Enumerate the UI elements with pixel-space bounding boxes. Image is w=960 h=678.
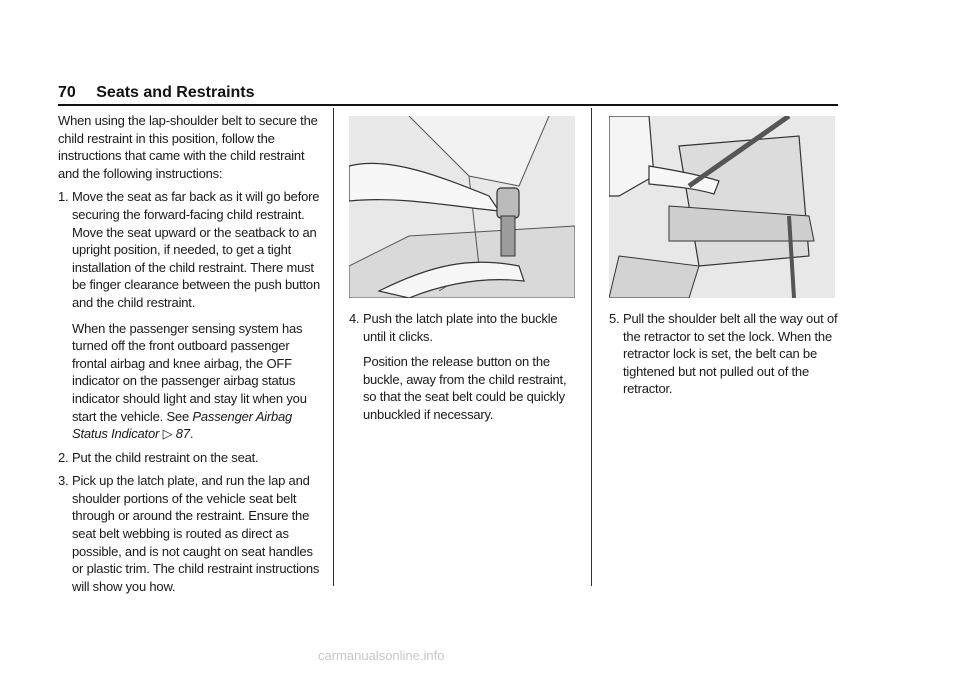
column-2 — [349, 310, 579, 424]
step-5 — [609, 310, 839, 398]
section-title: Seats and Restraints — [96, 84, 255, 101]
step-2-number: 2. — [58, 449, 69, 465]
airbag-status-page-ref[interactable]: 87 — [175, 426, 190, 442]
intro-paragraph: When using the lap-shoulder belt to secure the child restraint in this position, follow the instructions that came with the child restraint and the following instructions: — [58, 113, 318, 181]
step-1-text: Move the seat as far back as it will go before securing the forward-facing child restraint. Move the seat upward or the seatback to an upright position, if needed, to get a tight installation of the child restraint. There must be finger clearance between the push button and the child restraint. — [72, 189, 320, 310]
column-divider-2 — [591, 108, 592, 586]
step-5-text: Pull the shoulder belt all the way out of the retractor to set the lock. When the retractor lock is set, the belt can be tightened but not pulled out of the retractor. — [623, 311, 838, 397]
column-divider-1 — [333, 108, 334, 586]
watermark: carmanualsonline.info — [318, 648, 445, 663]
step-1-number: 1. — [58, 189, 69, 205]
step-1-note — [72, 320, 324, 443]
step-5-number: 5. — [609, 311, 620, 326]
column-1 — [58, 112, 324, 595]
shoulder-belt-illustration — [609, 116, 835, 298]
latch-plate-drawing — [349, 116, 575, 298]
step-3 — [58, 472, 324, 595]
step-1-note-text: When the passenger sensing system has turned off the front outboard passenger frontal airbag and knee airbag, the OFF indicator on the passenger airbag status indicator should light and stay lit when you start the vehicle. See — [72, 320, 307, 424]
step-4-number: 4. — [349, 311, 360, 326]
step-1 — [58, 188, 324, 442]
step-4 — [349, 310, 579, 424]
column-3 — [609, 310, 839, 398]
header-rule — [58, 104, 838, 106]
step-3-number: 3. — [58, 473, 69, 489]
page-header — [58, 84, 255, 102]
latch-plate-illustration — [349, 116, 575, 298]
airbag-status-link[interactable]: Passenger Airbag Status Indicator — [72, 408, 293, 442]
page-number: 70 — [58, 84, 76, 101]
step-2-text: Put the child restraint on the seat. — [72, 449, 259, 465]
step-4-text: Push the latch plate into the buckle until it clicks. — [363, 311, 558, 344]
page-ref-icon: ▷ — [162, 426, 173, 442]
step-1-note-end: . — [189, 426, 194, 442]
step-3-text: Pick up the latch plate, and run the lap and shoulder portions of the vehicle seat belt through or around the restraint. Ensure the seat belt webbing is routed as direct as possible, and is not caught on seat handles or plastic trim. The child restraint instructions will show you how. — [72, 473, 320, 594]
step-2 — [58, 449, 324, 467]
step-4-note: Position the release button on the buckle, away from the child restraint, so that the seat belt could be quickly unbuckled if necessary. — [363, 354, 567, 422]
shoulder-belt-drawing — [609, 116, 835, 298]
